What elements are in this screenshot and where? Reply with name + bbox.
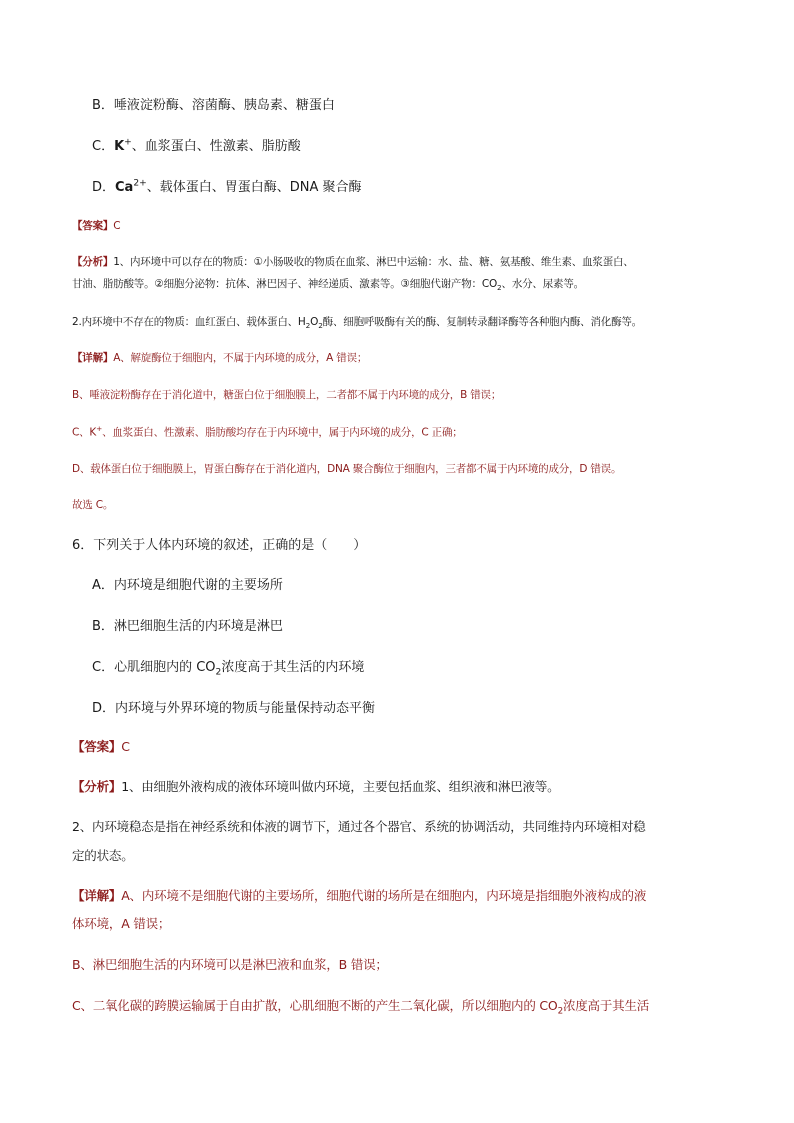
option-c: C．K+、血浆蛋白、性激素、脂肪酸: [92, 137, 301, 154]
q6-option-b: B．淋巴细胞生活的内环境是淋巴: [92, 619, 283, 634]
detail-5-c: C、K+、血浆蛋白、性激素、脂肪酸均存在于内环境中，属于内环境的成分，C 正确；: [72, 424, 463, 439]
q6-option-c: C．心肌细胞内的 $CO_2$浓度高于其生活的内环境: [92, 660, 365, 678]
answer-5: 【答案】C: [72, 220, 121, 232]
detail-5-a: 【详解】A、解旋酶位于细胞内，不属于内环境的成分，A 错误；: [72, 352, 368, 364]
analysis-5-line-1: 【分析】1、内环境中可以存在的物质：①小肠吸收的物质在血浆、淋巴中运输：水、盐、糖、氨基酸、维生素、血浆蛋白、: [72, 256, 634, 268]
question-6-stem: 6．下列关于人体内环境的叙述，正确的是（ ）: [72, 538, 367, 553]
detail-6-c: C、二氧化碳的跨膜运输属于自由扩散，心肌细胞不断的产生二氧化碳，所以细胞内的 $CO_2$浓度高于其生活: [72, 998, 650, 1017]
analysis-6-line-3: 定的状态。: [72, 848, 134, 863]
detail-6-a-1: 【详解】A、内环境不是细胞代谢的主要场所，细胞代谢的场所是在细胞内，内环境是指细胞外液构成的液: [72, 888, 647, 903]
detail-6-b: B、淋巴细胞生活的内环境可以是淋巴液和血浆，B 错误；: [72, 957, 388, 972]
detail-5-b: B、唾液淀粉酶存在于消化道中，糖蛋白位于细胞膜上，二者都不属于内环境的成分，B 错误；: [72, 389, 502, 401]
q6-option-a: A．内环境是细胞代谢的主要场所: [92, 578, 283, 593]
analysis-5-line-3: 2.内环境中不存在的物质：血红蛋白、载体蛋白、$H_2O_2$酶、细胞呼吸酶有关的酶、复制转录翻译酶等各种胞内酶、消化酶等。: [72, 316, 642, 331]
detail-6-a-2: 体环境，A 错误；: [72, 916, 171, 931]
option-d: D．$Ca^{2+}$、载体蛋白、胃蛋白酶、DNA 聚合酶: [92, 178, 362, 195]
detail-5-conclusion: 故选 C。: [72, 499, 114, 511]
detail-5-d: D、载体蛋白位于细胞膜上，胃蛋白酶存在于消化道内，DNA 聚合酶位于细胞内，三者都不属于内环境的成分，D 错误。: [72, 463, 622, 475]
analysis-6-line-1: 【分析】1、由细胞外液构成的液体环境叫做内环境，主要包括血浆、组织液和淋巴液等。: [72, 779, 560, 794]
option-b: B．唾液淀粉酶、溶菌酶、胰岛素、糖蛋白: [92, 98, 335, 113]
q6-option-d: D．内环境与外界环境的物质与能量保持动态平衡: [92, 701, 376, 716]
analysis-6-line-2: 2、内环境稳态是指在神经系统和体液的调节下，通过各个器官、系统的协调活动，共同维持内环境相对稳: [72, 819, 646, 834]
analysis-5-line-2: 甘油、脂肪酸等。②细胞分泌物：抗体、淋巴因子、神经递质、激素等。③细胞代谢产物：$CO_2$、水分、尿素等。: [72, 278, 584, 293]
answer-6: 【答案】C: [72, 739, 130, 754]
